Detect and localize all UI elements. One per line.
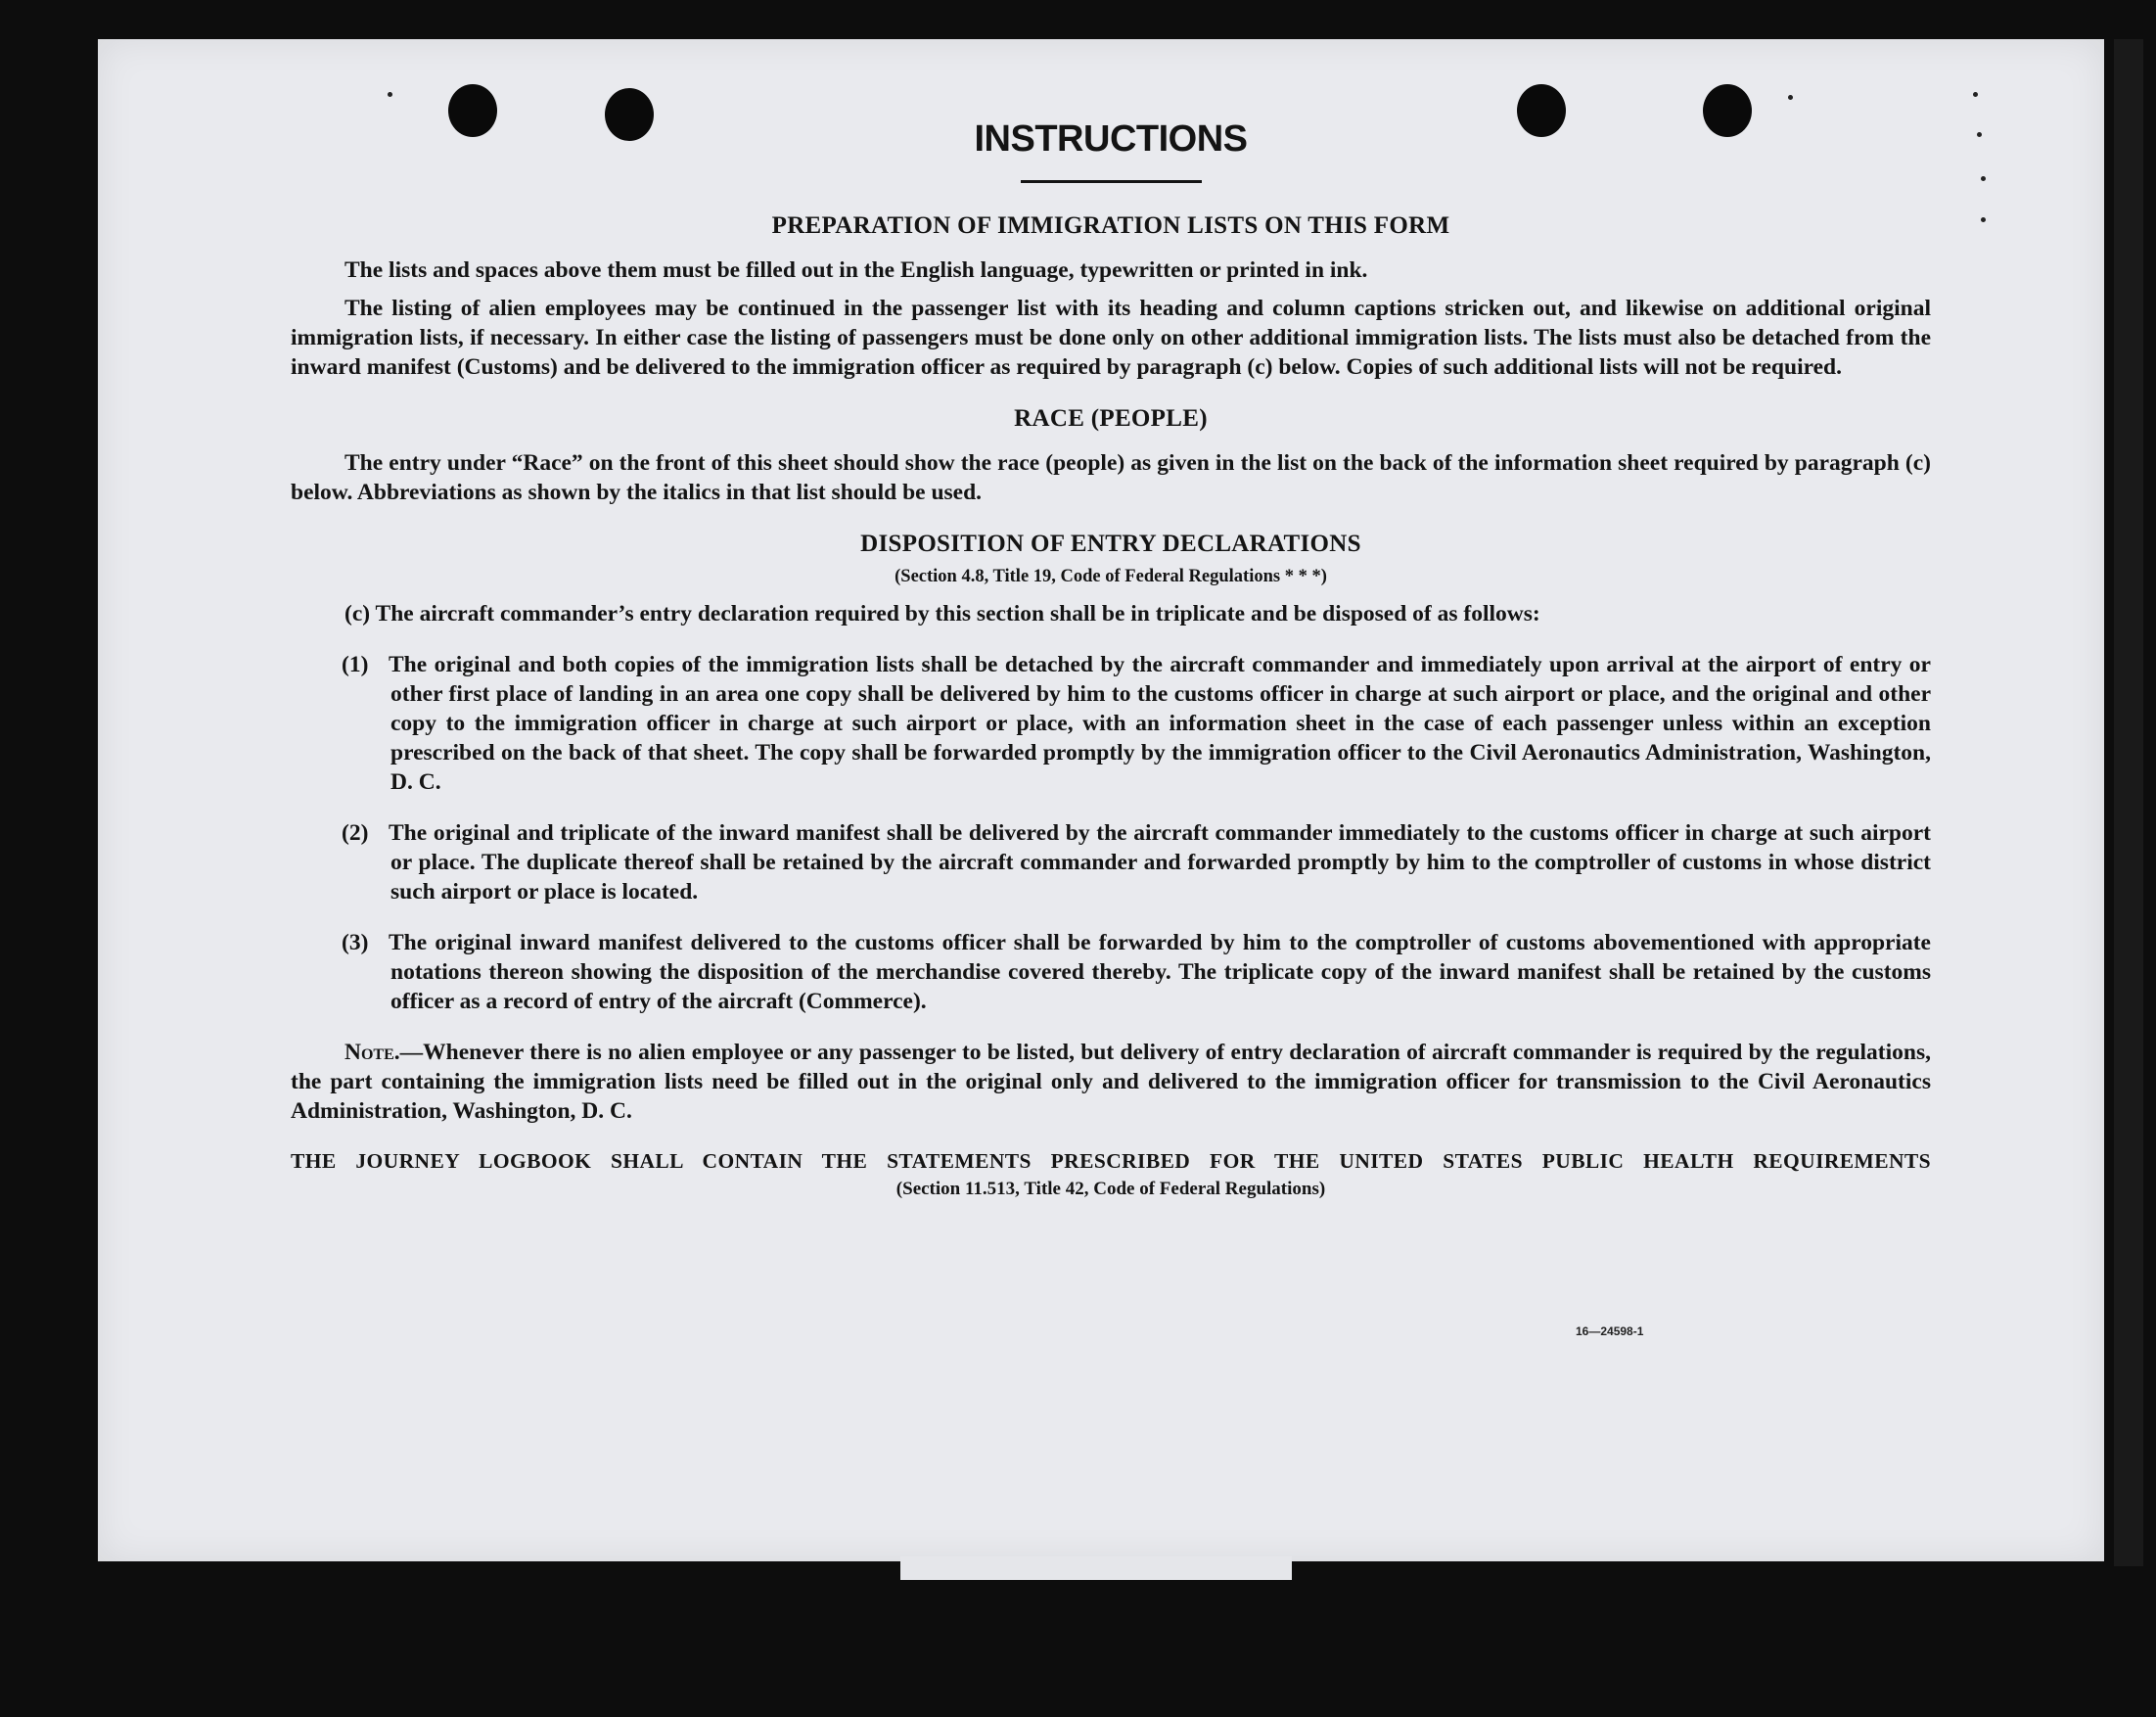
note-label: Note. bbox=[344, 1040, 400, 1065]
immigration-lists-heading: PREPARATION OF IMMIGRATION LISTS ON THIS FORM bbox=[771, 212, 1450, 239]
health-statement: THE JOURNEY LOGBOOK SHALL CONTAIN THE STATEMENTS PRESCRIBED FOR THE UNITED STATES PUBLIC HEALTH REQUIREMENTS bbox=[291, 1149, 1931, 1173]
sheet-bottom-tab bbox=[900, 1556, 1292, 1580]
title-underline bbox=[1021, 180, 1202, 183]
item-text: The original and triplicate of the inward manifest shall be delivered by the aircraft commander immediately to the customs officer in charge at such airport or place. The duplicate thereof shall be retained by the aircraft commander and forwarded promptly by him to the comptroller of customs in whose district such airport or place is located. bbox=[389, 820, 1931, 905]
scan-speck bbox=[1981, 217, 1986, 222]
item-number: (1) bbox=[342, 652, 369, 677]
page-title: INSTRUCTIONS bbox=[974, 118, 1248, 160]
disposition-lead: (c) The aircraft commander’s entry declaration required by this section shall be in triplicate and be disposed of as follows: bbox=[344, 601, 1540, 626]
scan-speck bbox=[388, 92, 392, 97]
note-text: —Whenever there is no alien employee or any passenger to be listed, but delivery of entry declaration of aircraft commander is required by the regulations, the part containing the immigration lists need be filled out in the original only and delivered to the immigration officer for transmission to the Civil Aeronautics Administration, Washington, D. C. bbox=[291, 1040, 1931, 1124]
item-text: The original inward manifest delivered to the customs officer shall be forwarded by him to the comptroller of customs abovementioned with appropriate notations thereon showing the disposition of the merchandise covered thereby. The triplicate copy of the inward manifest shall be retained by the customs officer as a record of entry of the aircraft (Commerce). bbox=[389, 930, 1931, 1014]
disposition-heading: DISPOSITION OF ENTRY DECLARATIONS bbox=[860, 531, 1361, 557]
scan-speck bbox=[1973, 92, 1978, 97]
disposition-item bbox=[291, 650, 1931, 797]
scan-speck bbox=[1981, 176, 1986, 181]
immigration-lists-paragraph: The listing of alien employees may be continued in the passenger list with its heading and column captions stricken out, and likewise on additional original immigration lists, if necessary. In either case the listing of passengers must be done only on other additional immigration lists. The lists must also be detached from the inward manifest (Customs) and be delivered to the immigration officer as required by paragraph (c) below. Copies of such additional lists will not be required. bbox=[291, 296, 1931, 380]
disposition-item bbox=[291, 818, 1931, 906]
scan-speck bbox=[1788, 95, 1793, 100]
race-heading: RACE (PEOPLE) bbox=[1014, 405, 1208, 432]
form-number: 16—24598-1 bbox=[1576, 1324, 1644, 1338]
disposition-citation: (Section 4.8, Title 19, Code of Federal Regulations * * *) bbox=[895, 567, 1327, 586]
race-paragraph: The entry under “Race” on the front of this sheet should show the race (people) as given in the list on the back of the information sheet required by paragraph (c) below. Abbreviations as shown by the italics in that list should be used. bbox=[291, 450, 1931, 505]
note-paragraph bbox=[291, 1038, 1931, 1126]
immigration-lists-paragraph: The lists and spaces above them must be filled out in the English language, typewritten or printed in ink. bbox=[344, 257, 1368, 283]
instructions-content bbox=[291, 108, 1931, 1202]
item-number: (2) bbox=[342, 820, 369, 846]
scan-speck bbox=[1977, 132, 1982, 137]
right-edge-strip bbox=[2114, 39, 2143, 1566]
item-text: The original and both copies of the immigration lists shall be detached by the aircraft commander and immediately upon arrival at the airport of entry or other first place of landing in an area one copy shall be delivered by him to the customs officer in charge at such airport or place, and the original and other copy to the immigration officer in charge at such airport or place, with an information sheet in the case of each passenger unless within an exception prescribed on the back of that sheet. The copy shall be forwarded promptly by the immigration officer to the Civil Aeronautics Administration, Washington, D. C. bbox=[389, 652, 1931, 795]
disposition-item bbox=[291, 928, 1931, 1016]
item-number: (3) bbox=[342, 930, 369, 955]
health-citation: (Section 11.513, Title 42, Code of Federal Regulations) bbox=[895, 1179, 1326, 1199]
